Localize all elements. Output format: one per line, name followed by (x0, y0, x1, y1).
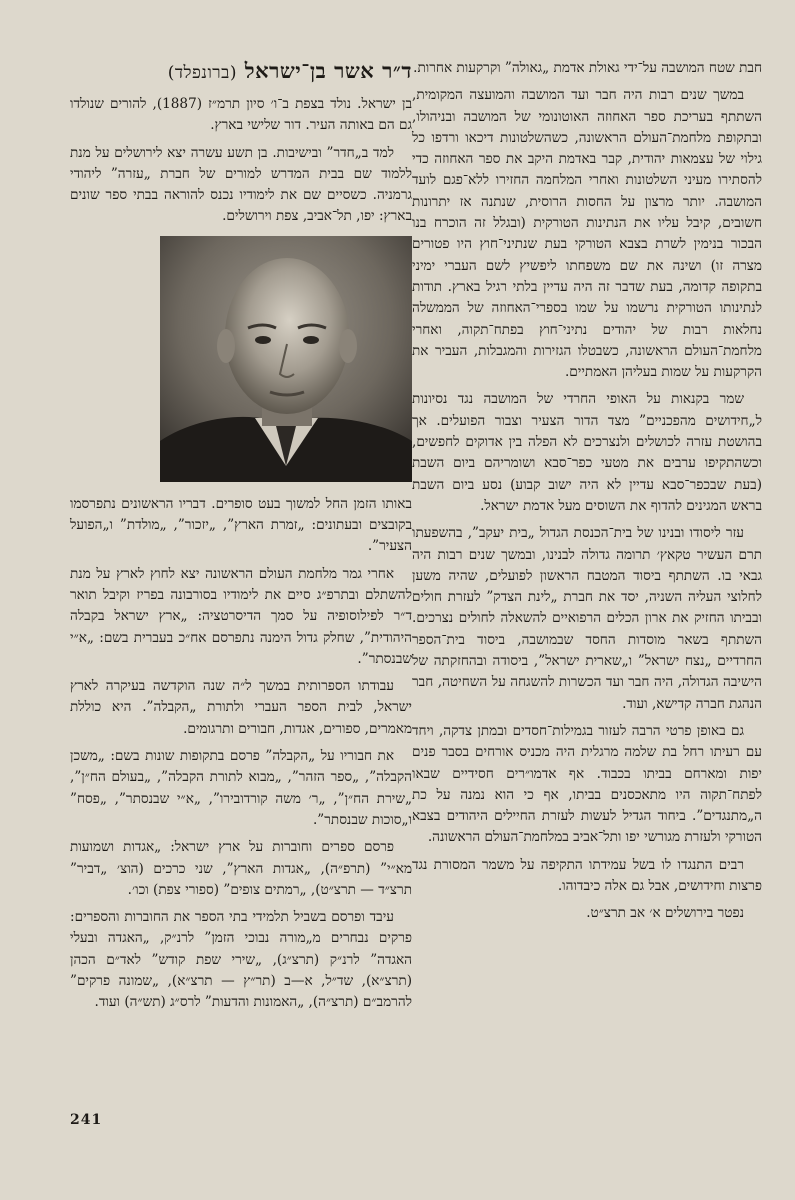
article-title (70, 58, 412, 86)
paragraph: למד ב„חדר” ובישיבות. בן תשע עשרה יצא לירושלים על מנת ללמוד שם בבית המדרש למורים של חברת „עזרה” ליהודי גרמניה. כשסיים שם את לימודיו נכנס להוראה בבתי ספר שונים בארץ: יפו, תל־אביב, צפת וירושלים. (70, 144, 412, 225)
paragraph: עזר ליסודו ובנינו של בית־הכנסת הגדול „בית יעקב”, בהשפעתו תרם העשיר טקאץ׳ תרומה גדולה לבנינו, ובמשך שנים רבות היה גבאי בו. השתתף ביסוד המטבח הראשון לפועלים, שהיה משען לחלוצי העליה השניה, יסד את חברת „לינת הצדק” לעזרת חולים ובביתו החזיק את ארון הכלים הרפואיים להשאלה לחולים נצרכים. השתתף בשאר מוסדות החסד שבמושבה, ביסוד בית־הספר החרדיים „נצח ישראל” ו„שארית ישראל”, ביסודה ובהחזקתה של הישיבה הגדולה, היה חבר ועד הכשרות להשגחה על השחיטה, חבר הנהגת חברה קדישא, ועוד. (412, 525, 762, 712)
page-number: 241 (70, 1112, 103, 1128)
paragraph: נפטר בירושלים א׳ אב תרצ״ט. (586, 905, 744, 922)
paragraph: באותו הזמן החל למשוך בעט סופרים. דבריו הראשונים נתפרסמו בקובצים ובעתונים: „זמרת הארץ”, „יזכור”, „מולדת” ו„הפועל הצעיר”. (70, 495, 412, 555)
paragraph: רבים התנגדו לו בשל עמידתו התקיפה על משמר המסורת נגד פרצות וחידושים, אבל גם אלה כיבדוהו. (412, 856, 762, 894)
paragraph: שמר בקנאות על האופי החרדי של המושבה נגד נסיונות ל„חידושים מהפכניים” מצד הדור הצעיר וצבור הפועלים. אך בהושטת עזרה לכושלים ולנצרכים לא הפלה בין אדוקים לחפשים, וכשהתקיפו ערבים את מטעי כפר־סבא ושומריהם ביום השבת (בעת שבכפר־סבא עדיין לא היה ישוב קבוע) נסע ביום השבת בראש המגינים להדוף את השוסים מעל אדמת ישראל. (412, 391, 762, 514)
portrait-image (160, 236, 412, 482)
title-subname: (ברונפלד) (167, 63, 237, 83)
paragraph: את חבוריו על „הקבלה” פרסם בתקופות שונות בשם: „משכן הקבלה”, „ספר הזהר”, „מבוא לתורת הקבלה”, „בעולם הח״ן”, „שירת הח״ן”, „ר׳ משה קורדובירו”, „א״י שבנסתר”, „פסח” ו„סוכות שבנסתר”. (70, 748, 412, 828)
paragraph: אחרי גמר מלחמת העולם הראשונה יצא לחוץ לארץ על מנת להשתלם ובתרפ״ג סיים את לימודיו בסורבונה בפריז וקיבל תואר ד״ר לפילוסופיה על סמך הדיסרטציה: „ארץ ישראל בקבלה היהודית”, שחלק גדול הימנה נתפרסם אח״כ בעברית בשם: „א״י שבנסתר”. (70, 565, 412, 667)
paragraph: בן ישראל. נולד בצפת ב־ו׳ סיון תרמ״ז (1887), להורים שנולדו גם הם באותה העיר. דור שלישי בארץ. (70, 96, 412, 134)
right-column (412, 58, 762, 931)
left-column (70, 58, 412, 1020)
portrait-photo (160, 236, 412, 482)
paragraph: חבת שטח המושבה על־ידי גאולת אדמת „גאולה” וקרקעות אחרות. (413, 60, 762, 76)
paragraph: גם באופן פרטי הרבה לעזור בגמילות־חסדים ובמתן צדקה, ויחד עם רעיתו רחל בת שלמה מרגלית היה מכניס אורחים בסבר פנים יפות ומארחם בביתו בכבוד. אף אדמו״רים חסידיים שבאו לפתח־תקוה היו מתאכסנים בביתו, אף כי הוא נמנה על כת ה„מתנגדים”. ביחוד הגדיל לעשות לעזרת החיילים היהודים בצבא הטורקי ולעזרת מגורשי יפו ותל־אביב במלחמת־העולם הראשונה. (412, 722, 762, 846)
paragraph: עבודתו הספרותית במשך ל״ה שנה הוקדשה בעיקרה לארץ ישראל, לבית הספר העברי ולתורת „הקבלה”. היא כוללת מאמרים, ספורים, אגדות, חבורים ותרגומים. (70, 678, 412, 737)
paragraph: במשך שנים רבות היה חבר ועד המושבה והמועצה המקומית, השתתף בעריכת ספר האחוזה האוטונומי של המושבה ובניהולו, ובתקופת מלחמת־העולם הראשונה, כשהשלטונות דיכאו ורדפו כל גילוי של עצמאות יהודית, קבר באדמת היקב את ספר האחוזה כדי להסתירו מעיני השלטונות ואחרי המלחמה החזירו ללא־פגם לועד המושבה. יותר מרצון על החסות הרוסית, שנתנה אז יתרונות חשובים, קיבל עליו את הנתינות הטורקית (ובגלל זה הוכרח בנו הבכור בנימין לשרת בצבא הטורקי בעת שנתיני־חוץ היו פטורים מצרה זו) ושינה את שם משפחתו ליפשיץ לשם העברי ימיני בתקופה קדומה, בעת שדבר זה היה עדיין בלתי רגיל בארץ. תודות לנתינותו הטורקית נרשמו על שמו בספרי־האחוזה של הממשלה נחלאות רבות של יהודים נתיני־חוץ בפתח־תקוה, ואחרי מלחמת־העולם הראשונה, כשבטלו הגזירות והמגבלות, העביר את הקרקעות על שמות בעליהן האמתיים. (412, 87, 762, 381)
paragraph: פרסם ספרים וחוברות על ארץ ישראל: „אגדות ושמועות מא״י” (תרפ״ה), „אגדות הארץ”, שני כרכים (הוצ׳ „דביר” תרצ״ד — תרצ״ט), „רמתים צופים” (ספורי צפת) וכו׳. (70, 839, 412, 898)
paragraph: עיבד ופרסם בשביל תלמידי בתי הספר את החוברות והספרים: פרקים נבחרים מ„מורה נבוכי הזמן” לרנ״ק, „האגדה ובעלי האגדה” לרנ״ק (תרצ״ג), „שירי שפת קודש” לאד״ם הכהן (תרצ״א), שד״ל, א—ב (תר״ץ — תרצ״א), „שמונה פרקים” להרמב״ם (תרצ״ה), „האמונות והדעות” לרס״ג (תש״ה) ועוד. (70, 909, 412, 1011)
title-name: ד״ר אשר בן־ישראל (244, 58, 412, 83)
